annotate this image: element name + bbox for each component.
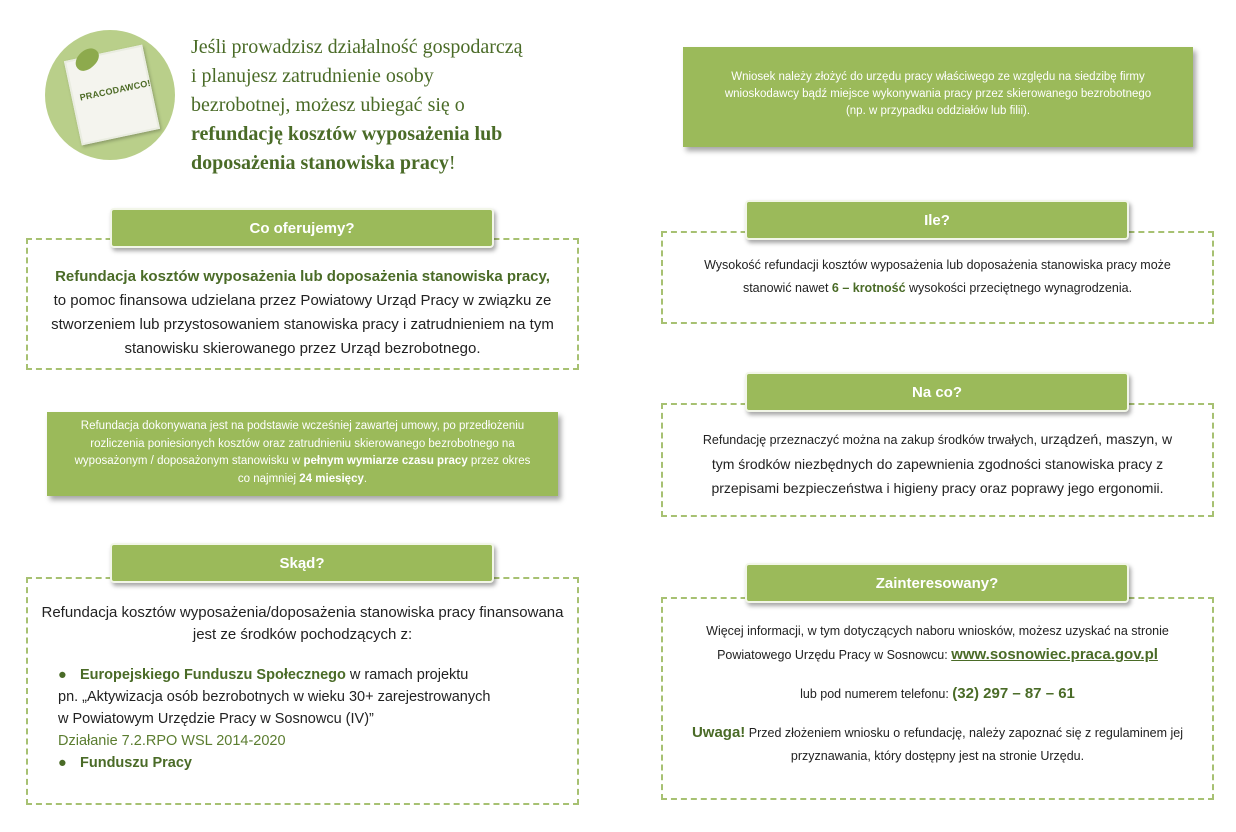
umowa-text: wyposażonym / doposażonym stanowisku w	[74, 455, 304, 467]
tab-label: Na co?	[911, 383, 962, 401]
umowa-line: Refundacja dokonywana jest na podstawie wcześniej zawartej umowy, po przedłożeniu	[80, 420, 525, 432]
badge-circle	[45, 30, 175, 160]
intro-line: i planujesz zatrudnienie osoby	[191, 65, 434, 87]
zainteresowany-text	[665, 620, 1210, 768]
umowa-line: rozliczenia poniesionych kosztów oraz zatrudnieniu skierowanego bezrobotnego na	[90, 437, 515, 450]
skad-intro	[30, 602, 575, 646]
umowa-bold: pełnym wymiarze czasu pracy	[303, 455, 468, 467]
contact-text: Powiatowego Urzędu Pracy w Sosnowcu:	[717, 648, 952, 662]
ile-line: Wysokość refundacji kosztów wyposażenia lub doposażenia stanowiska pracy może	[704, 258, 1171, 272]
list-item	[58, 664, 578, 686]
item-text: w Powiatowym Urzędzie Pracy w Sosnowcu (IV)”	[58, 711, 374, 727]
offer-line: stanowisku skierowanego przez Urząd bezrobotnego.	[124, 340, 481, 357]
skad-line: Refundacja kosztów wyposażenia/doposażenia stanowiska pracy finansowana	[41, 604, 564, 621]
tab-label: Ile?	[924, 211, 950, 229]
intro-line: bezrobotnej, możesz ubiegać się o	[191, 94, 465, 116]
item-action: Działanie 7.2.RPO WSL 2014-2020	[58, 733, 286, 749]
item-text: pn. „Aktywizacja osób bezrobotnych w wieku 30+ zarejestrowanych	[58, 689, 491, 705]
bullet-icon: ●	[58, 667, 67, 683]
tab-co-oferujemy	[110, 208, 494, 248]
skad-line: jest ze środków pochodzących z:	[192, 626, 413, 643]
warning-text: Przed złożeniem wniosku o refundację, należy zapoznać się z regulaminem jej	[745, 726, 1184, 740]
wniosek-line: wnioskodawcy bądź miejsce wykonywania pracy przez skierowanego bezrobotnego	[724, 88, 1152, 100]
na-co-line: tym środków niezbędnych do zapewnienia zgodności stanowiska pracy z	[711, 456, 1164, 472]
tab-skad	[110, 543, 494, 583]
offer-line: to pomoc finansowa udzielana przez Powiatowy Urząd Pracy w związku ze	[53, 292, 552, 309]
warning-text: przyznawania, który dostępny jest na stronie Urzędu.	[790, 749, 1085, 763]
umowa-text: co najmniej	[237, 472, 300, 485]
umowa-text: .	[363, 472, 368, 485]
warning-label: Uwaga!	[691, 724, 746, 741]
ile-bold: 6 – krotność	[831, 281, 906, 295]
item-bold: Funduszu Pracy	[80, 755, 192, 771]
umowa-bold: 24 miesięcy	[299, 472, 364, 485]
tab-ile	[745, 200, 1129, 240]
phone-label: lub pod numerem telefonu:	[800, 687, 953, 701]
tab-zainteresowany	[745, 563, 1129, 603]
wniosek-line: Wniosek należy złożyć do urzędu pracy właściwego ze względu na siedzibę firmy	[731, 71, 1145, 83]
umowa-text: przez okres	[467, 455, 531, 467]
item-text: w ramach projektu	[345, 667, 469, 683]
na-co-text-part: urządzeń, maszyn, w	[1040, 431, 1173, 447]
wniosek-line: (np. w przypadku oddziałów lub filii).	[845, 105, 1031, 117]
co-oferujemy-text	[30, 265, 575, 361]
tab-label: Skąd?	[279, 554, 325, 572]
intro-line: Jeśli prowadzisz działalność gospodarczą	[191, 36, 523, 58]
skad-list	[58, 664, 578, 774]
tab-na-co	[745, 372, 1129, 412]
offer-heading: Refundacja kosztów wyposażenia lub doposażenia stanowiska pracy,	[55, 268, 550, 285]
intro-end: !	[448, 152, 456, 174]
website-link[interactable]: www.sosnowiec.praca.gov.pl	[951, 646, 1158, 663]
list-item	[58, 752, 578, 774]
umowa-box	[47, 412, 558, 496]
badge-label: PRACODAWCO!	[78, 77, 152, 103]
ile-text-part: wysokości przeciętnego wynagrodzenia.	[905, 281, 1133, 295]
sticky-note-icon	[64, 45, 160, 146]
tab-label: Zainteresowany?	[875, 574, 999, 592]
phone-number: (32) 297 – 87 – 61	[952, 685, 1075, 702]
item-bold: Europejskiego Funduszu Społecznego	[80, 667, 346, 683]
wniosek-box	[683, 47, 1193, 147]
intro-text	[191, 33, 611, 178]
na-co-text	[665, 427, 1210, 500]
pin-icon	[71, 44, 102, 75]
bullet-icon: ●	[58, 755, 67, 771]
na-co-text-part: Refundację przeznaczyć można na zakup środków trwałych,	[702, 433, 1041, 447]
intro-bold: refundację kosztów wyposażenia lub	[191, 123, 503, 145]
na-co-line: przepisami bezpieczeństwa i higieny pracy oraz poprawy jego ergonomii.	[711, 480, 1164, 496]
tab-label: Co oferujemy?	[249, 219, 355, 237]
contact-line: Więcej informacji, w tym dotyczących naboru wniosków, możesz uzyskać na stronie	[706, 624, 1169, 638]
offer-line: stworzeniem lub przystosowaniem stanowiska pracy i zatrudnieniem na tym	[51, 316, 554, 333]
ile-text-part: stanowić nawet	[742, 281, 832, 295]
ile-text	[665, 254, 1210, 300]
intro-bold: doposażenia stanowiska pracy	[191, 152, 449, 174]
